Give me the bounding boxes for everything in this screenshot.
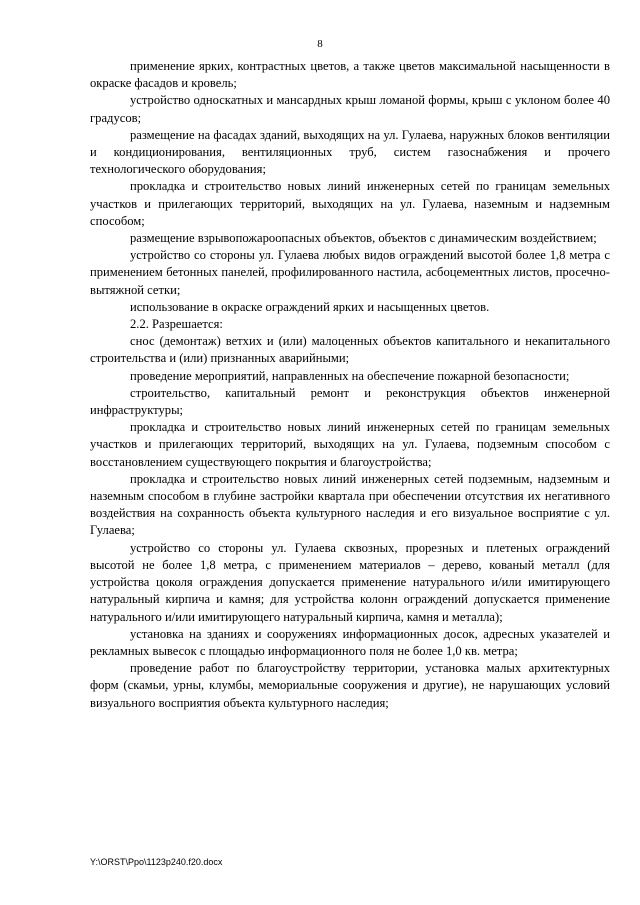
paragraph: устройство со стороны ул. Гулаева любых видов ограждений высотой более 1,8 метра с применением бетонных панелей, профилированного настила, асбоцементных листов, просечно-вытяжной сетки;	[90, 248, 610, 297]
paragraph: проведение работ по благоустройству территории, установка малых архитектурных форм (скамьи, урны, клумбы, мемориальные сооружения и другие), не нарушающих условий визуального восприятия объекта культурного наследия;	[90, 661, 610, 710]
paragraph: снос (демонтаж) ветхих и (или) малоценных объектов капитального и некапитального строительства и (или) признанных аварийными;	[90, 334, 610, 366]
page-number: 8	[317, 38, 323, 50]
paragraph: прокладка и строительство новых линий инженерных сетей подземным, надземным и наземным способом в глубине застройки квартала при обеспечении отсутствия их негативного воздействия на сохранность объекта культурного наследия и его визуальное восприятие с ул. Гулаева;	[90, 471, 610, 538]
paragraph: установка на зданиях и сооружениях информационных досок, адресных указателей и рекламных вывесок с площадью информационного поля не более 1,0 кв. метра;	[90, 626, 610, 658]
paragraph: размещение на фасадах зданий, выходящих на ул. Гулаева, наружных блоков вентиляции и кондиционирования, вентиляционных труб, систем газоснабжения и прочего технологического оборудования;	[90, 127, 610, 177]
paragraph: прокладка и строительство новых линий инженерных сетей по границам земельных участков и прилегающих территорий, выходящих на ул. Гулаева, подземным способом с восстановлением существующего покрытия и благоустройства;	[90, 420, 610, 469]
section-heading: 2.2. Разрешается:	[130, 317, 223, 332]
paragraph: устройство односкатных и мансардных крыш ломаной формы, крыш с уклоном более 40 градусов;	[90, 93, 610, 125]
paragraph: применение ярких, контрастных цветов, а также цветов максимальной насыщенности в окраске фасадов и кровель;	[90, 59, 610, 91]
paragraph: прокладка и строительство новых линий инженерных сетей по границам земельных участков и прилегающих территорий, выходящих на ул. Гулаева, наземным и надземным способом;	[90, 179, 610, 228]
paragraph: размещение взрывопожароопасных объектов, объектов с динамическим воздействием;	[130, 231, 597, 246]
footer-file-path: Y:\ORST\Ppo\1123p240.f20.docx	[90, 857, 223, 867]
paragraph: устройство со стороны ул. Гулаева сквозных, прорезных и плетеных ограждений высотой не более 1,8 метра, с применением материалов – дерево, кованый металл (для устройства цоколя ограждения допускается применение натурального и/или имитирующего натуральный кирпича и камня; для устройства колонн ограждений допускается применение натурального и/или имитирующего натуральный кирпича, камня и металла);	[90, 540, 610, 624]
document-body	[90, 58, 610, 712]
paragraph: проведение мероприятий, направленных на обеспечение пожарной безопасности;	[130, 368, 570, 383]
paragraph: строительство, капитальный ремонт и реконструкция объектов инженерной инфраструктуры;	[90, 385, 610, 418]
paragraph: использование в окраске ограждений ярких и насыщенных цветов.	[130, 299, 490, 314]
